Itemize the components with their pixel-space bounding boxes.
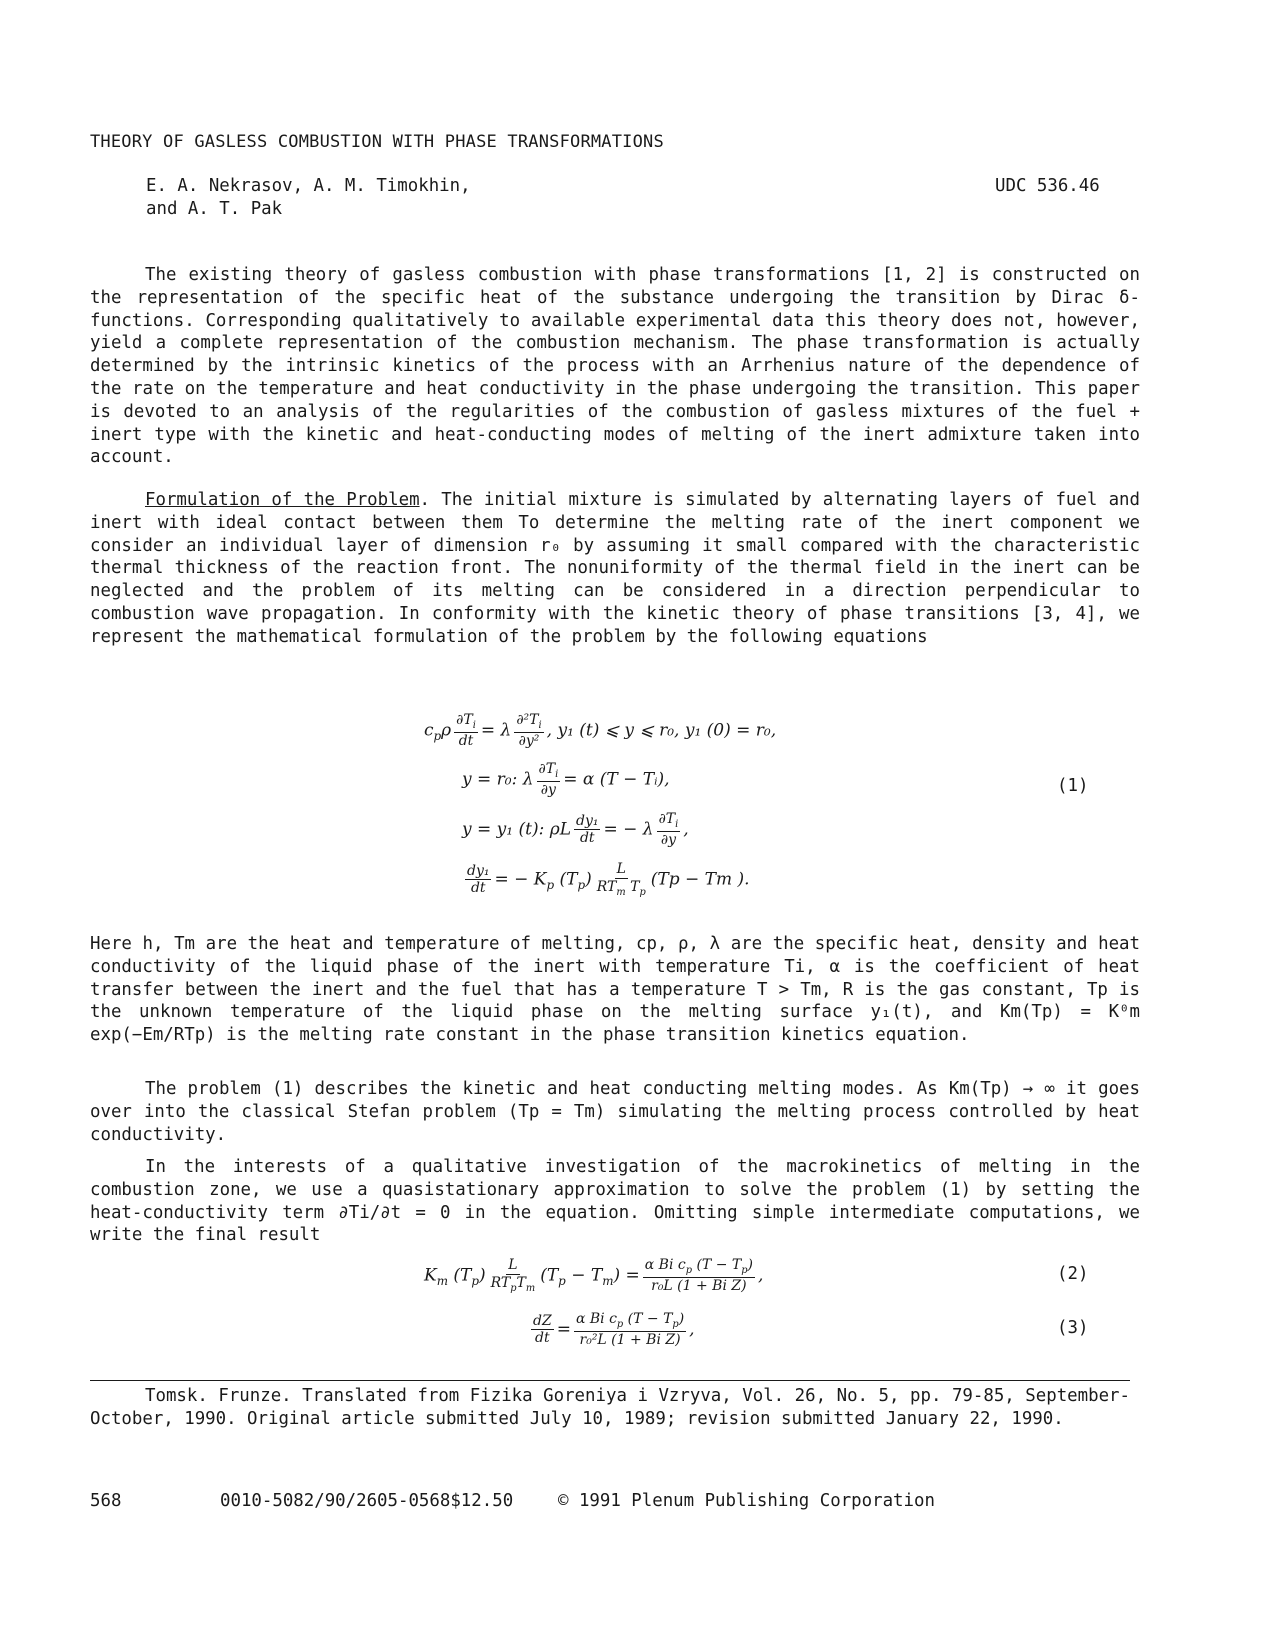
- interest-paragraph: In the interests of a qualitative investigation of the macrokinetics of melting in the combustion zone, we use a quasistationary approximation to solve the problem (1) by setting the heat-conductivity term ∂Ti/∂t = 0 in the equation. Omitting simple intermediate computations, we write the final result: [90, 1157, 1140, 1246]
- authors: [146, 175, 471, 221]
- equation-3: $\frac{dZ}{dt}$ = $\frac{\alpha Bi c_p (T - T_p)}{\text{r₀²L (1 + Bi Z)}}$ ,: [533, 1311, 695, 1349]
- page-number: 568: [90, 1491, 122, 1511]
- intro-paragraph: The existing theory of gasless combustion with phase transformations [1, 2] is constructed on the representation of the specific heat of the substance undergoing the transition by Dirac δ-functions. Corresponding qualitatively to available experimental data this theory does not, however, yield a complete representation of the combustion mechanism. The phase transformation is actually determined by the intrinsic kinetics of the process with an Arrhenius nature of the dependence of the rate on the temperature and heat conductivity in the phase undergoing the transition. This paper is devoted to an analysis of the regularities of the combustion of gasless mixtures of the fuel + inert type with the kinetic and heat-conducting modes of melting of the inert admixture taken into account.: [90, 265, 1140, 468]
- problem-paragraph: The problem (1) describes the kinetic and heat conducting melting modes. As Km(Tp) → ∞ it goes over into the classical Stefan problem (Tp = Tm) simulating the melting process controlled by heat conductivity.: [90, 1079, 1140, 1145]
- udc-code: UDC 536.46: [995, 176, 1100, 196]
- formulation-paragraph: [90, 489, 1140, 649]
- equation-1-line-3: y = y₁ (t): ρL $\frac{\text{dy₁}}{dt}$ = − λ $\frac{\partial T_i}{\partial y}$ ,: [462, 811, 689, 849]
- equation-1-number: (1): [1057, 776, 1089, 796]
- eq1-line4-tail: (Tp − Tm ).: [650, 869, 750, 890]
- formulation-text: . The initial mixture is simulated by alternating layers of fuel and inert with ideal contact between them To determine the melting rate of the inert component we consider an individual layer of dimension r₀ by assuming it small compared with the characteristic thermal thickness of the reaction front. The nonuniformity of the thermal field in the inert can be neglected and the problem of its melting can be considered in a direction perpendicular to combustion wave propagation. In conformity with the kinetic theory of phase transitions [3, 4], we represent the mathematical formulation of the problem by the following equations: [90, 490, 1140, 647]
- formulation-heading: Formulation of the Problem: [145, 490, 420, 510]
- equation-1-line-4: $\frac{\text{dy₁}}{dt}$ = − $K_p$ $(T_p)$ $\frac{L}{RT_m T_p}$ (Tp − Tm ).: [467, 861, 750, 898]
- equation-2: $K_m$ $(T_p)$ $\frac{L}{RT_pT_m}$ $(T_p - T_m)$ = $\frac{\alpha Bi c_p (T - T_p)}{\text{r₀L (1 + Bi Z)}}$ ,: [424, 1257, 764, 1295]
- eq1-line2-tail: = α (T − Tᵢ),: [563, 769, 670, 790]
- footnote-rule: [90, 1380, 1130, 1381]
- equation-3-number: (3): [1057, 1318, 1089, 1338]
- paper-title: THEORY OF GASLESS COMBUSTION WITH PHASE TRANSFORMATIONS: [90, 132, 664, 152]
- authors-line-1: E. A. Nekrasov, A. M. Timokhin,: [146, 176, 471, 196]
- copyright: © 1991 Plenum Publishing Corporation: [558, 1491, 935, 1511]
- equation-1-line-2: y = r₀: λ $\frac{\partial T_i}{\partial y}$ = α (T − Tᵢ),: [462, 761, 670, 799]
- eq1-line1-tail: , y₁ (t) ⩽ y ⩽ r₀, y₁ (0) = r₀,: [546, 720, 777, 741]
- equation-2-number: (2): [1057, 1264, 1089, 1284]
- footnote: Tomsk. Frunze. Translated from Fizika Goreniya i Vzryva, Vol. 26, No. 5, pp. 79-85, September-October, 1990. Original article submitted July 10, 1989; revision submitted January 22, 1990.: [90, 1386, 1130, 1429]
- here-paragraph: Here h, Tm are the heat and temperature of melting, cp, ρ, λ are the specific heat, density and heat conductivity of the liquid phase of the inert with temperature Ti, α is the coefficient of heat transfer between the inert and the fuel that has a temperature T > Tm, R is the gas constant, Tp is the unknown temperature of the liquid phase on the melting surface y₁(t), and Km(Tp) = K⁰m exp(−Em/RTp) is the melting rate constant in the phase transition kinetics equation.: [90, 934, 1140, 1046]
- equation-1-line-1: $c_p\rho$ $\frac{\partial T_i}{dt}$ = λ $\frac{\partial^2T_i}{\text{∂y²}}$ , y₁ (t) ⩽ y ⩽ r₀, y₁ (0) = r₀,: [424, 712, 777, 750]
- publication-code: 0010-5082/90/2605-0568$12.50: [220, 1491, 514, 1511]
- authors-line-2: and A. T. Pak: [146, 198, 283, 219]
